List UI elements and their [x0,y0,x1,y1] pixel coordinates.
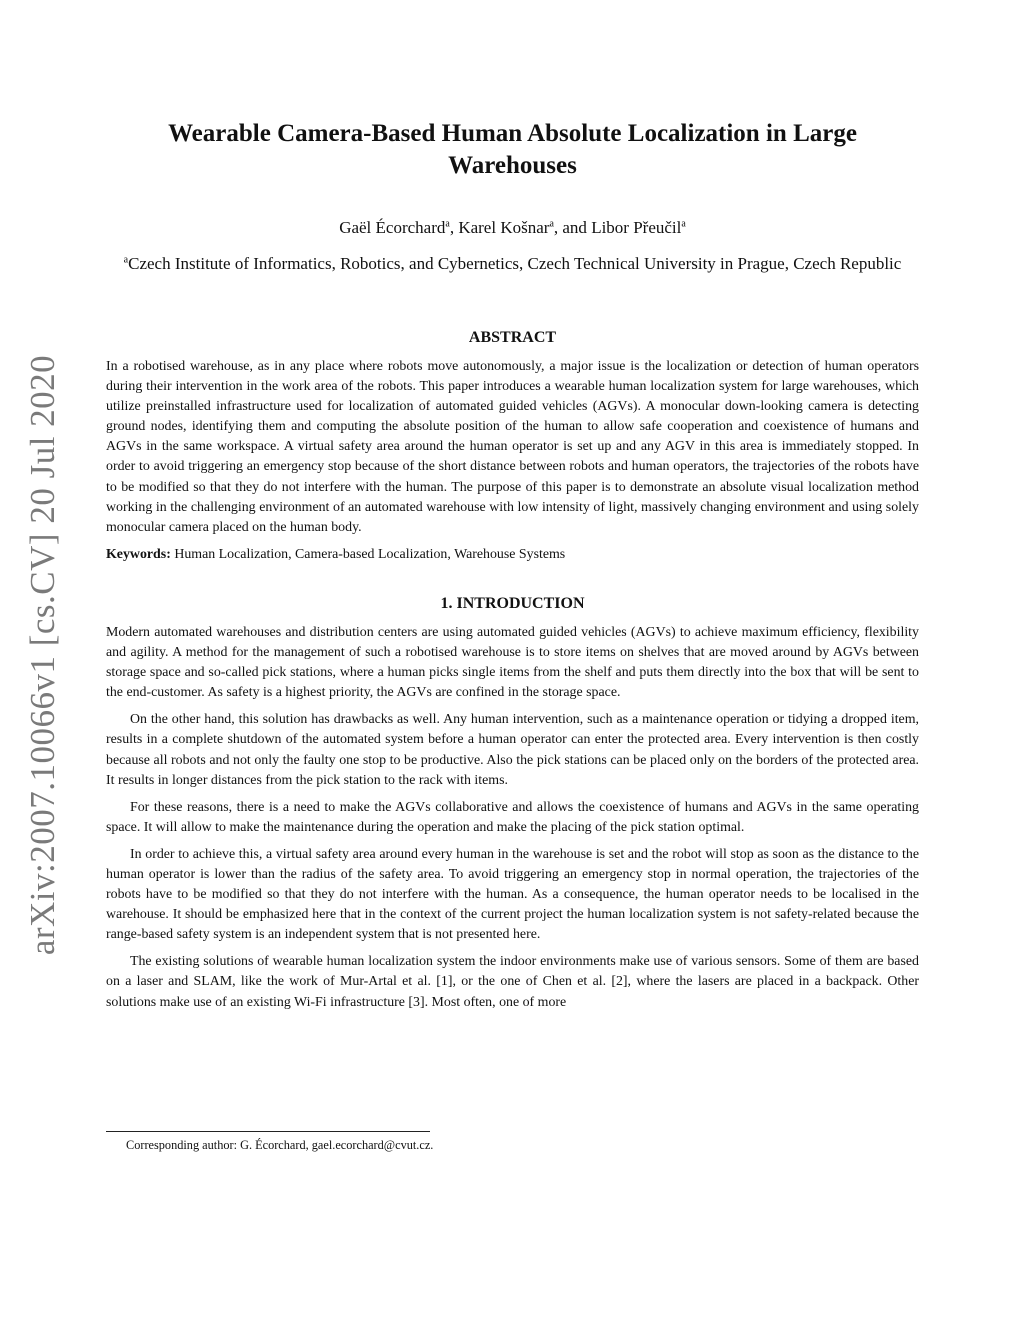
intro-paragraph: For these reasons, there is a need to make the AGVs collaborative and allows the coexistence of humans and AGVs in the same operating space. It will allow to make the maintenance during the operation and make the placing of the pick station optimal. [106,799,919,835]
intro-paragraph: On the other hand, this solution has drawbacks as well. Any human intervention, such as a maintenance operation or tidying a dropped item, results in a complete shutdown of the automated system before a human operator can enter the protected area. Every intervention is then costly because all robots and not only the faulty one stop to be productive. Also the pick stations can be placed only on the borders of the protected area. It results in longer distances from the pick station to the rack with items. [106,712,919,788]
keywords-label: Keywords: [106,546,171,562]
intro-paragraph: The existing solutions of wearable human localization system the indoor environments make use of various sensors. Some of them are based on a laser and SLAM, like the work of Mur-Artal et al. [1], or the one of Chen et al. [2], where the lasers are placed in a backpack. Other solutions make use of an existing Wi-Fi infrastructure [3]. Most often, one of more [106,954,919,1010]
corresponding-author-footnote: Corresponding author: G. Écorchard, gael.ecorchard@cvut.cz. [126,1138,434,1152]
footnote-divider [106,1131,430,1132]
affiliation [106,252,919,275]
author-name: Karel Košnar [458,218,550,237]
affiliation-mark: a [681,218,686,230]
author-name: Gaël Écorchard [339,218,446,237]
author-separator: , [449,218,459,237]
keywords [106,545,919,565]
intro-paragraph: In order to achieve this, a virtual safety area around every human in the warehouse is set and the robot will stop as soon as the distance to the human operator is lower than the radius of the safety area. To avoid triggering an emergency stop in normal operation, the trajectories of the robots have to be modified so that they do not interfere with the human. As a consequence, the human operator needs to be localised in the warehouse. It should be emphasized here that in the context of the current project the human localization system is not safety-related because the range-based safety system is an independent system that is not presented here. [106,846,919,943]
affiliation-mark: a [445,218,450,230]
keywords-text: Human Localization, Camera-based Localization, Warehouse Systems [174,546,566,562]
arxiv-identifier: arXiv:2007.10066v1 [cs.CV] 20 Jul 2020 [23,354,63,956]
author-name: Libor Přeučil [591,218,682,237]
paper-title: Wearable Camera-Based Human Absolute Localization in Large Warehouses [168,120,857,179]
affiliation-text: Czech Institute of Informatics, Robotics, and Cybernetics, Czech Technical University in Prague, Czech Republic [128,254,902,273]
affiliation-mark: a [123,254,129,266]
abstract-heading: ABSTRACT [468,329,557,346]
arxiv-side-stamp [8,354,78,956]
author-separator: , and [553,218,592,237]
author-list [106,218,919,238]
paper-page [106,118,919,1013]
intro-paragraph: Modern automated warehouses and distribution centers are using automated guided vehicles (AGVs) to achieve maximum efficiency, flexibility and agility. A method for the management of such a robotised warehouse is to store items on shelves that are moved around by AGVs between storage space and so-called pick stations, where a human picks single items from the shelf and puts them directly into the box that will be sent to the end-customer. As safety is a highest priority, the AGVs are confined in the storage space. [106,624,919,701]
affiliation-mark: a [549,218,554,230]
abstract-text: In a robotised warehouse, as in any place where robots move autonomously, a major issue is the localization or detection of human operators during their intervention in the work area of the robots. This paper introduces a wearable human localization system for large warehouses, which utilize preinstalled infrastructure used for localization of automated guided vehicles (AGVs). A monocular down-looking camera is detecting ground nodes, identifying them and computing the absolute position of the human to allow safe cooperation and coexistence of humans and AGVs in the same workspace. A virtual safety area around the human operator is set up and any AGV in this area is immediately stopped. In order to avoid triggering an emergency stop because of the short distance between robots and human operators, the trajectories of the robots have to be modified so that they do not interfere with the human. The purpose of this paper is to demonstrate an absolute visual localization method working in the challenging environment of an automated warehouse with low intensity of light, massively changing environment and using solely monocular camera placed on the human body. [106,359,919,535]
section-heading-introduction: 1. INTRODUCTION [440,594,585,612]
